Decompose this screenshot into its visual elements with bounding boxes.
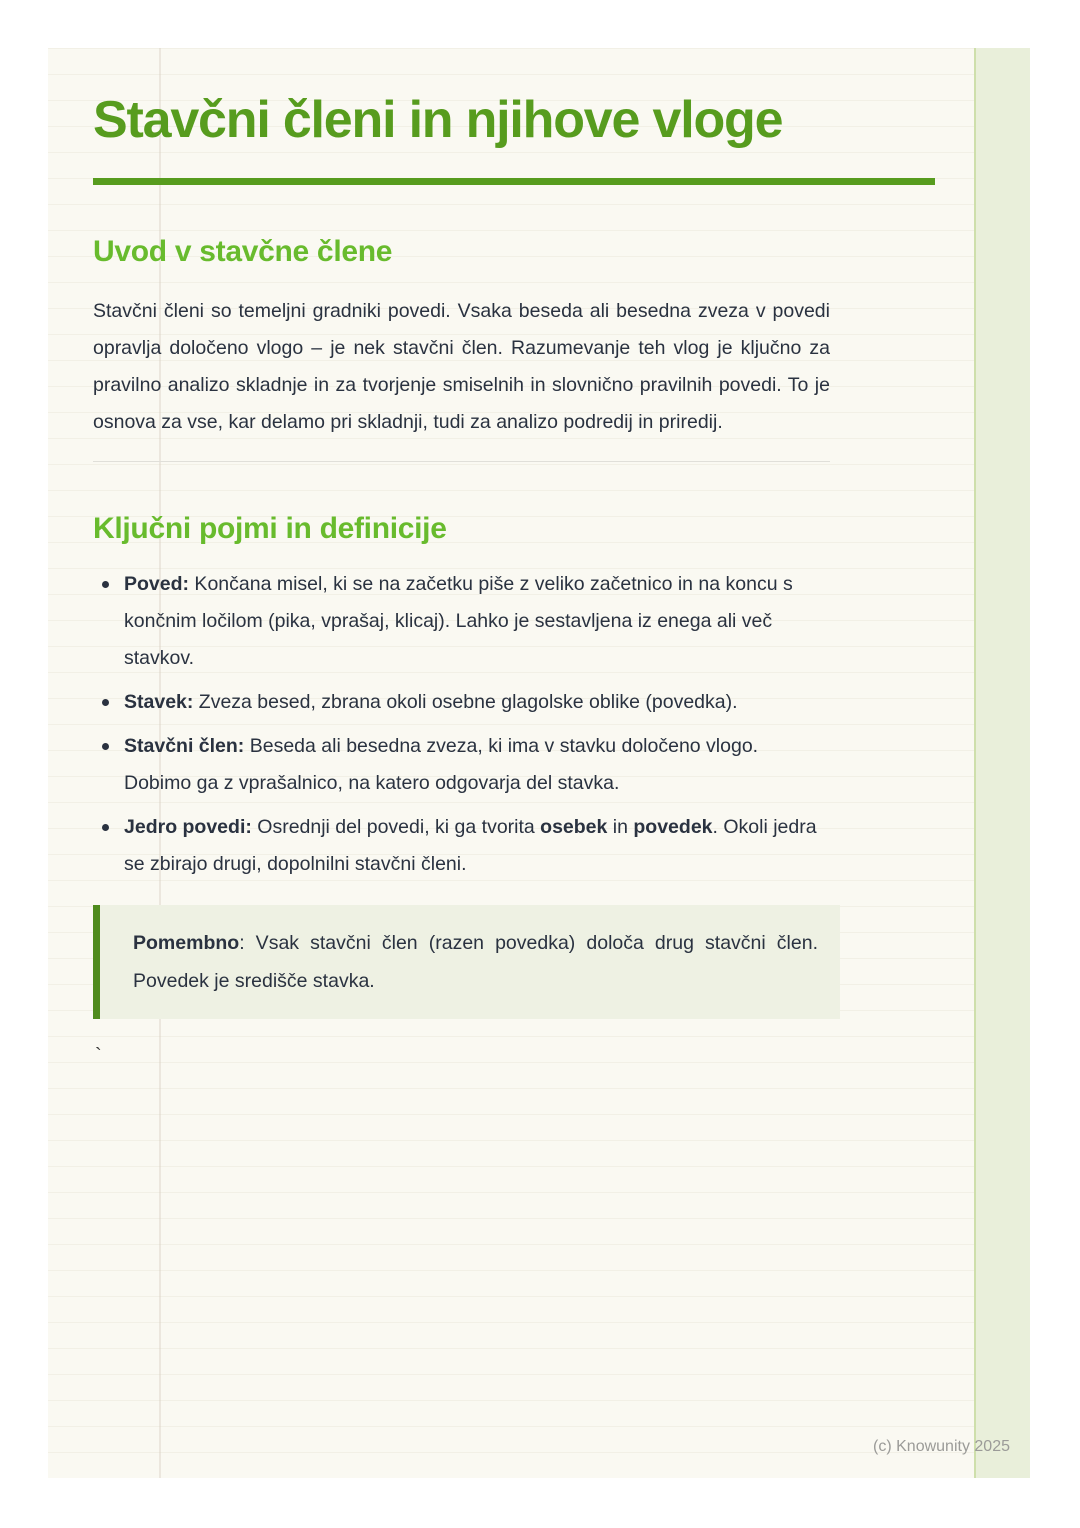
term-definition: Končana misel, ki se na začetku piše z veliko začetnico in na koncu s končnim ločilom (pika, vprašaj, klicaj). Lahko je sestavljena iz enega ali več stavkov. (124, 573, 793, 669)
copyright-footer: (c) Knowunity 2025 (873, 1438, 1010, 1455)
term-definition: Zveza besed, zbrana okoli osebne glagolske oblike (povedka). (193, 691, 738, 713)
term-label: Stavčni člen: (124, 735, 245, 757)
emphasized-word-osebek: osebek (540, 816, 608, 838)
bullet-dot (102, 699, 109, 706)
right-accent-band (974, 48, 1030, 1478)
list-item-jedro-povedi (93, 809, 830, 883)
definition-list (93, 566, 830, 883)
emphasized-word-povedek: povedek (633, 816, 713, 838)
document-content (93, 48, 935, 1068)
term-label: Stavek: (124, 691, 194, 713)
term-definition: in (607, 816, 634, 838)
section-divider (93, 461, 830, 462)
stray-backtick-mark: ` (95, 1045, 102, 1067)
bullet-dot (102, 743, 109, 750)
term-definition: Osrednji del povedi, ki ga tvorita (251, 816, 541, 838)
intro-paragraph: Stavčni členi so temeljni gradniki povedi. Vsaka beseda ali besedna zveza v povedi opravlja določeno vlogo – je nek stavčni člen. Razumevanje teh vlog je ključno za pravilno analizo skladnje in za tvorjenje smiselnih in slovnično pravilnih povedi. To je osnova za vse, kar delamo pri skladnji, tudi za analizo podredij in priredij. (93, 300, 830, 433)
term-label: Poved: (124, 573, 190, 595)
callout-text: : Vsak stavčni člen (razen povedka) določa drug stavčni člen. Povedek je središče stavka. (133, 932, 818, 992)
list-item-stavcni-clen (93, 728, 830, 802)
page-title: Stavčni členi in njihove vloge (93, 91, 783, 149)
important-callout (93, 905, 840, 1019)
callout-label: Pomembno (133, 932, 240, 954)
bullet-dot (102, 581, 109, 588)
title-underline-rule (93, 178, 935, 185)
section-heading-intro: Uvod v stavčne člene (93, 235, 393, 268)
term-definition: . Okoli jedra se zbirajo drugi, dopolnilni stavčni členi. (124, 816, 817, 875)
list-item-poved (93, 566, 830, 677)
paper-sheet (48, 48, 1030, 1478)
section-heading-definitions: Ključni pojmi in definicije (93, 512, 447, 545)
bullet-dot (102, 824, 109, 831)
term-definition: Beseda ali besedna zveza, ki ima v stavku določeno vlogo. Dobimo ga z vprašalnico, na katero odgovarja del stavka. (124, 735, 759, 794)
list-item-stavek (93, 684, 830, 721)
term-label: Jedro povedi: (124, 816, 252, 838)
